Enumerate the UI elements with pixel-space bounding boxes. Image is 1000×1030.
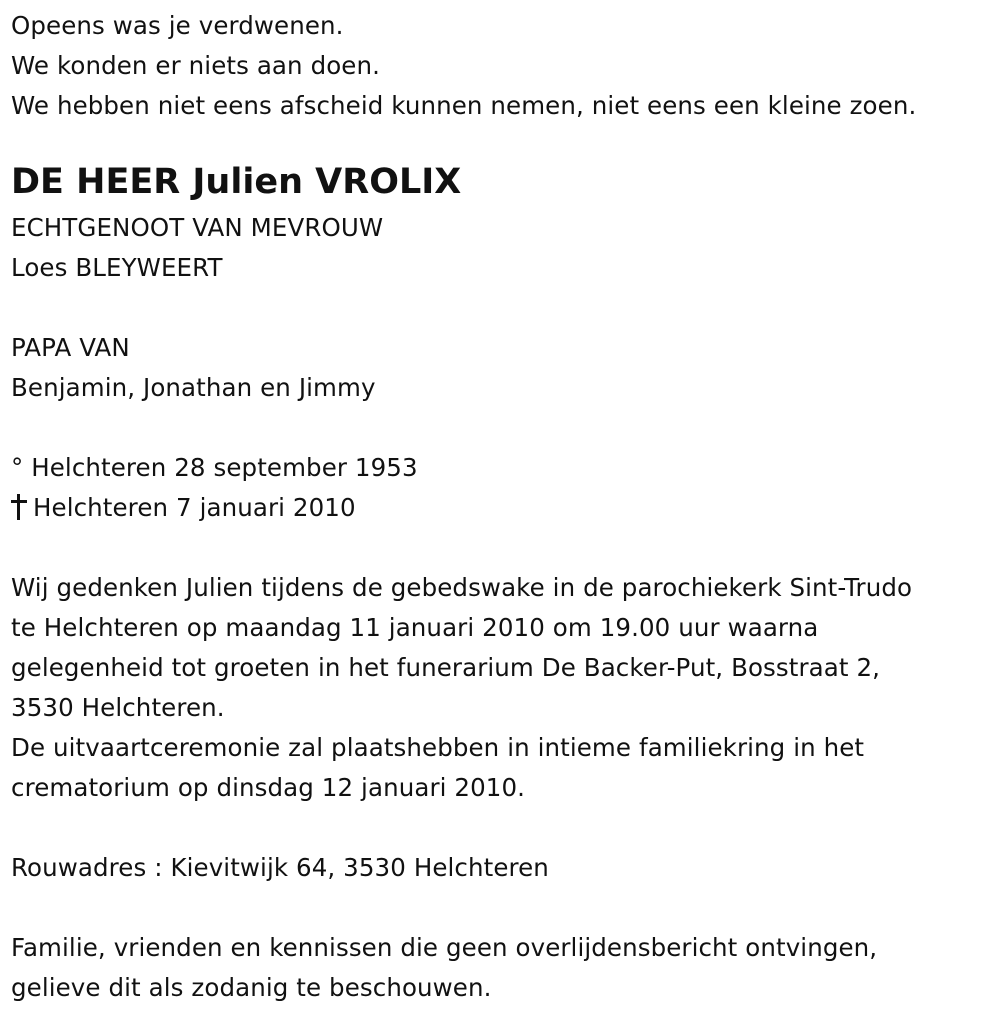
spacer	[11, 888, 996, 928]
ceremony-line: Wij gedenken Julien tijdens de gebedswake in de parochiekerk Sint-Trudo	[11, 573, 913, 602]
notice-text	[11, 928, 996, 1008]
spacer	[11, 808, 996, 848]
deceased-name: DE HEER Julien VROLIX	[11, 162, 462, 202]
spouse-label: ECHTGENOOT VAN MEVROUW	[11, 213, 384, 242]
children-label: PAPA VAN	[11, 333, 130, 362]
spacer	[11, 408, 996, 448]
ceremony-line: te Helchteren op maandag 11 januari 2010 om 19.00 uur waarna	[11, 613, 819, 642]
death-date-row	[11, 488, 996, 528]
ceremony-line: crematorium op dinsdag 12 januari 2010.	[11, 773, 526, 802]
notice-line: Familie, vrienden en kennissen die geen overlijdensbericht ontvingen,	[11, 933, 878, 962]
children-names: Benjamin, Jonathan en Jimmy	[11, 373, 376, 402]
spacer	[11, 288, 996, 328]
poem-line: Opeens was je verdwenen.	[11, 11, 344, 40]
poem-line: We konden er niets aan doen.	[11, 51, 380, 80]
ceremony-line: 3530 Helchteren.	[11, 693, 225, 722]
poem	[11, 6, 996, 126]
spacer	[11, 528, 996, 568]
spouse-name: Loes BLEYWEERT	[11, 253, 223, 282]
notice-line: gelieve dit als zodanig te beschouwen.	[11, 973, 492, 1002]
birth-date: ° Helchteren 28 september 1953	[11, 453, 418, 482]
mourning-address: Rouwadres : Kievitwijk 64, 3530 Helchteren	[11, 853, 549, 882]
poem-line: We hebben niet eens afscheid kunnen nemen, niet eens een kleine zoen.	[11, 91, 917, 120]
ceremony-text	[11, 568, 996, 808]
death-date: Helchteren 7 januari 2010	[33, 493, 356, 522]
ceremony-line: De uitvaartceremonie zal plaatshebben in intieme familiekring in het	[11, 733, 865, 762]
death-notice	[11, 6, 996, 1008]
ceremony-line: gelegenheid tot groeten in het funerarium De Backer-Put, Bosstraat 2,	[11, 653, 881, 682]
cross-icon	[11, 494, 27, 520]
